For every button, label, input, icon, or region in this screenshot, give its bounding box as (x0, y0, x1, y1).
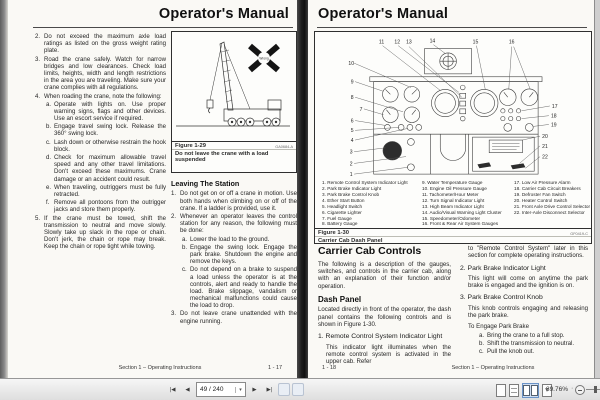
page-gutter (297, 0, 308, 379)
item-letter: f. (46, 199, 50, 207)
figure-caption (172, 141, 296, 165)
legend-entry: 5. Headlight Switch (322, 203, 363, 209)
zoom-slider[interactable] (586, 389, 600, 390)
item-text: Pull the knob out. (487, 348, 535, 356)
legend-entry: 18. Carrier Cab Circuit Breakers (514, 185, 581, 191)
callout-number: 22 (542, 154, 548, 161)
list-subitem (35, 139, 166, 153)
leaving-the-station-section (171, 180, 297, 326)
figure-caption-text: Do not leave the crane with a load suspended (175, 151, 269, 163)
legend-entry: 19. Defroster Fan Switch (514, 191, 566, 197)
zoom-level: 89.76% (545, 386, 568, 393)
list-item (35, 93, 166, 100)
continuous-view-icon[interactable] (509, 384, 519, 397)
item-text: Engage the swing lock. Engage the park brake. Shutdown the engine and remove the keys. (190, 243, 297, 266)
previous-page-button[interactable]: ◀ (181, 383, 194, 397)
item-text: Lash down or otherwise restrain the hook block. (54, 138, 166, 153)
item-number: 5. (35, 214, 41, 222)
item-letter: a. (46, 100, 52, 108)
item-number: 2. (35, 33, 41, 40)
two-page-view-icon[interactable] (522, 383, 539, 398)
item-text: Lower the load to the ground. (190, 235, 270, 243)
item-number: 1. (171, 190, 177, 198)
paragraph: This light will come on anytime the park brake is engaged and the ignition is on. (468, 274, 588, 290)
page-title: Operator's Manual (318, 6, 449, 22)
page-number-input[interactable] (196, 382, 246, 397)
item-text: Do not get on or off a crane in motion. Use both hands when climbing on or off of the crane. If a ladder is provided, use it. (180, 190, 297, 212)
callout-number: 5 (350, 128, 354, 135)
list-subitem (35, 154, 166, 183)
dash-panel-drawing (315, 32, 589, 178)
item-text: Engage travel swing lock. Release the 360° swing lock. (54, 123, 166, 138)
legend-entry: 10. Engine Oil Pressure Gauge (422, 185, 487, 191)
scan-edge (0, 0, 8, 379)
zoom-out-button[interactable] (575, 385, 585, 395)
manual-page-right (308, 0, 594, 379)
figure-caption (315, 228, 591, 246)
item-letter: e. (46, 183, 52, 191)
wrong-label: Wrong (259, 56, 269, 61)
title-rule (33, 27, 293, 28)
callout-number: 12 (394, 39, 401, 46)
page-title: Operator's Manual (158, 6, 289, 22)
item-text: Do not leave crane unattended with the engine running. (180, 310, 297, 325)
legend-entry: 7. Fuel Gauge (322, 215, 352, 221)
callout-number: 11 (378, 39, 385, 46)
legend-column-1 (322, 180, 422, 227)
item-text: Do not exceed the maximum axle load ratings as listed on the gross weight rating plate. (44, 33, 166, 55)
figure-legend (315, 178, 591, 228)
legend-entry: 6. Cigarette Lighter (322, 209, 362, 215)
paragraph: This knob controls engaging and releasing the park brake. (468, 304, 588, 319)
next-page-button[interactable]: ▶ (248, 383, 261, 397)
figure-label: Figure 1-30 (318, 230, 349, 237)
legend-entry: 9. Water Temperature Gauge (422, 180, 483, 185)
zoom-slider-handle[interactable] (594, 386, 597, 393)
item-text: Operate with lights on. Use proper warning signs, flags and other devices. Use an escort service if required. (54, 100, 166, 123)
callout-number: 14 (429, 38, 436, 45)
legend-entry: 21. Front Axle Drive Control Selector (514, 203, 591, 209)
callout-number: 2 (349, 161, 353, 168)
item-letter: a. (479, 331, 485, 339)
callout-number: 4 (350, 137, 354, 144)
procedure-steps (468, 332, 588, 356)
crane-drawing (172, 32, 294, 136)
footer-page-number: 1 - 17 (268, 365, 283, 371)
list-subitem (468, 332, 588, 339)
legend-entry: 4. Ether Start Button (322, 197, 365, 203)
legend-column-3 (514, 180, 590, 227)
footer-section-label: Section 1 – Operating Instructions (118, 365, 202, 371)
item-number: 3. (171, 310, 177, 318)
numbered-item-title: 3. Park Brake Control Knob (460, 294, 543, 302)
callout-number: 3 (349, 149, 353, 156)
legend-entry: 1. Remote Control System Indicator Light (322, 180, 408, 185)
wrong-x-icon (250, 46, 278, 70)
item-text: Bring the crane to a full stop. (487, 331, 565, 339)
list-subitem (468, 340, 588, 347)
legend-entry: 15. Speedometer/Odometer (422, 215, 481, 221)
legend-entry: 14. Audio/Visual Warning Light Cluster (422, 209, 502, 215)
legend-entry: 3. Park Brake Control Knob (322, 191, 380, 197)
item-text: Road the crane safely. Watch for narrow bridges and low clearances. Check load limits, heights, width and length restrictions in the area you are traveling. Make sure your crane complies with all regulations. (44, 55, 166, 92)
roading-instruction-list (35, 33, 166, 251)
item-text: Shift the transmission to neutral. (487, 339, 575, 347)
item-text: Do not depend on a brake to suspend a load unless the operator is at the controls, alert and ready to handle the load. Brake slippage, vandalism or mechanical malfunctions could cause the load to drop. (190, 266, 297, 310)
figure-caption-text: Carrier Cab Dash Panel (318, 238, 383, 245)
section-heading: Leaving The Station (171, 179, 240, 188)
item-letter: b. (182, 243, 188, 251)
content-column-right (460, 245, 588, 356)
numbered-item-title: 1. Remote Control System Indicator Light (318, 333, 443, 341)
footer-page-number: 1 - 18 (322, 365, 337, 371)
zoom-tick: · (571, 385, 574, 392)
legend-column-2 (422, 180, 514, 227)
item-text: When traveling, outriggers must be fully retracted. (54, 183, 166, 198)
list-item (35, 33, 166, 55)
legend-entry: 22. Inter-Axle Disconnect Selector (514, 209, 585, 215)
callout-number: 10 (348, 61, 355, 68)
subsection-heading: Dash Panel (318, 294, 362, 304)
callout-number: 17 (551, 103, 558, 110)
item-text: Check for maximum allowable travel speed and any other travel limitations. Don't exceed these maximums. Crane damage or an accident could result. (54, 154, 166, 183)
bottom-toolbar (0, 378, 600, 400)
item-number: 3. (35, 55, 41, 63)
callout-number: 8 (350, 95, 354, 102)
callout-number: 6 (350, 118, 354, 125)
legend-entry: 13. High Beam Indicator Light (422, 203, 484, 209)
item-letter: c. (479, 348, 484, 356)
callout-number: 19 (550, 122, 557, 129)
footer-section-label: Section 1 – Operating Instructions (451, 365, 535, 371)
figure-code: GF0419-C (570, 232, 588, 237)
callout-number: 21 (542, 143, 548, 150)
legend-entry: 20. Heater Control Switch (514, 197, 568, 203)
callout-number: 9 (350, 79, 354, 86)
list-subitem (35, 199, 166, 213)
item-letter: c. (46, 138, 51, 146)
item-number: 2. (171, 213, 177, 221)
figure-1-29 (171, 31, 297, 173)
list-subitem (35, 123, 166, 137)
legend-entry: 2. Park Brake Indicator Light (322, 185, 382, 191)
next-view-icon[interactable] (292, 383, 304, 396)
list-subitem (35, 101, 166, 123)
item-number: 4. (35, 92, 41, 100)
legend-entry: 8. Battery Gauge (322, 221, 358, 227)
callout-number: 15 (472, 39, 479, 46)
vertical-scrollbar[interactable] (594, 0, 600, 379)
callout-number: 13 (406, 39, 412, 46)
page-number-value: 49 / 240 (200, 386, 224, 393)
item-letter: a. (182, 235, 188, 243)
first-page-button[interactable]: |◀ (166, 383, 179, 397)
item-letter: b. (46, 123, 52, 131)
page-navigation (166, 382, 304, 397)
legend-entry: 11. Tachometer/Hour Meter (422, 191, 479, 197)
manual-page-left (0, 0, 297, 379)
figure-1-30 (314, 31, 592, 244)
list-subitem (468, 348, 588, 355)
paragraph: Located directly in front of the operator, the dash panel contains the following controls and is shown in Figure 1-30. (318, 306, 451, 329)
last-page-button[interactable]: ▶| (263, 383, 276, 397)
list-item (171, 310, 297, 324)
callout-number: 20 (542, 134, 548, 141)
list-subitem (171, 236, 297, 243)
title-rule (317, 27, 587, 28)
callout-number: 16 (508, 39, 515, 46)
numbered-item-title: 2. Park Brake Indicator Light (460, 264, 546, 272)
list-item (35, 215, 166, 251)
list-item (171, 190, 297, 212)
item-text: When roading the crane, note the following: (44, 92, 162, 100)
legend-entry: 16. Front & Rear Air System Gauges (422, 221, 499, 227)
single-page-view-icon[interactable] (496, 384, 506, 397)
list-item (171, 213, 297, 235)
section-heading: Carrier Cab Controls (318, 245, 422, 257)
callout-number: 1 (349, 172, 353, 178)
paragraph: to "Remote Control System" later in this section for complete operating instructions. (468, 245, 588, 260)
content-column-left (318, 245, 451, 367)
paragraph: This indicator light illuminates when the remote control system is activated in the upper cab. Refer (326, 343, 451, 366)
legend-entry: 17. Low Air Pressure Alarm (514, 180, 571, 185)
list-subitem (35, 184, 166, 198)
figure-label: Figure 1-29 (175, 143, 206, 149)
legend-entry: 12. Turn Signal Indicator Light (422, 197, 485, 203)
item-letter: d. (46, 154, 52, 161)
item-text: If the crane must be towed, shift the transmission to neutral and move slowly. Slowly take up slack in the rope or chain. Don't jerk, the chain or rope may break. Keep the chain or rope tight while towing. (44, 214, 166, 251)
figure-code: GA0684-A (275, 145, 293, 149)
callout-number: 18 (550, 113, 557, 120)
dropdown-arrow-icon[interactable]: ▾ (235, 387, 245, 393)
previous-view-icon[interactable] (278, 383, 290, 396)
item-text: Whenever an operator leaves the control station for any reason, the following must be done: (180, 213, 297, 235)
list-subitem (171, 244, 297, 266)
item-letter: c. (182, 266, 187, 274)
callout-number: 7 (359, 106, 363, 113)
procedure-heading: To Engage Park Brake (468, 323, 529, 331)
list-subitem (171, 266, 297, 309)
item-letter: b. (479, 339, 485, 347)
paragraph: The following is a description of the gauges, switches, and controls in the carrier cab, along with an explanation of their function and/or operation. (318, 260, 451, 290)
list-item (35, 56, 166, 92)
item-text: Remove all pontoons from the outrigger jacks and store them properly. (54, 199, 166, 214)
